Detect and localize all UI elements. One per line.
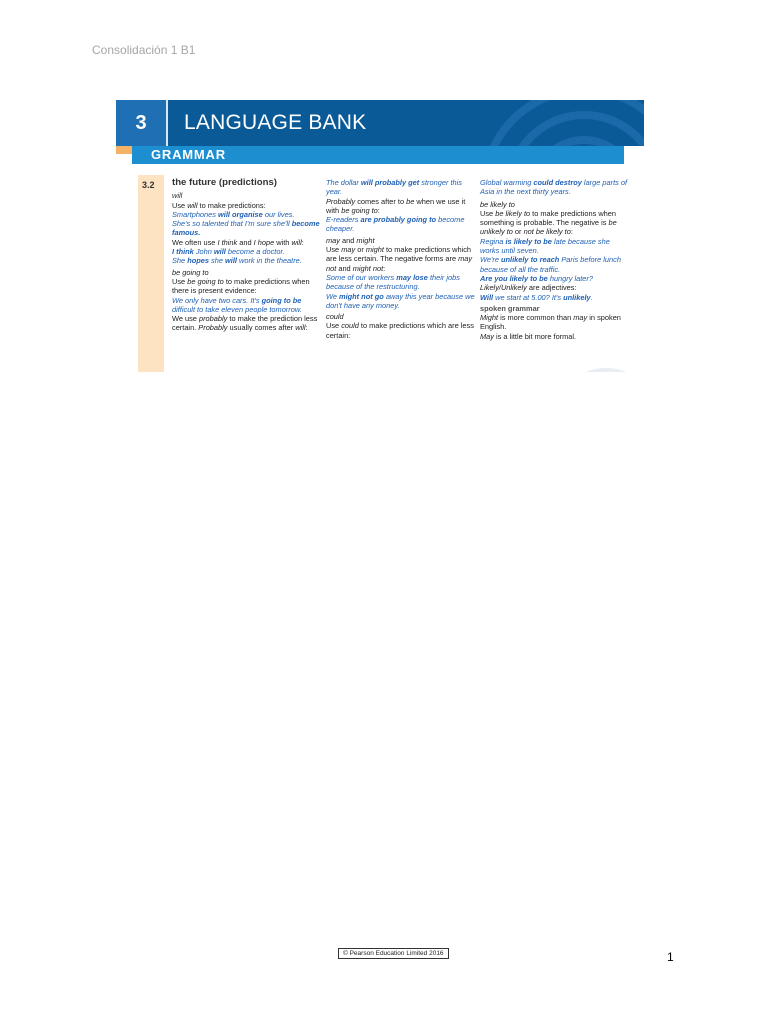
column-1 <box>172 178 322 333</box>
adjectives-rule: Likely/Unlikely are adjectives: <box>480 283 577 293</box>
page-number: 1 <box>667 950 674 964</box>
example: She hopes she will work in the theatre. <box>172 256 302 266</box>
column-3 <box>480 178 630 341</box>
probably-rule: We use probably to make the prediction less certain. Probably usually comes after will: <box>172 314 318 333</box>
spoken-rule-2: May is a little bit more formal. <box>480 331 577 341</box>
subheading-be-going-to: be going to <box>172 267 209 277</box>
spoken-rule-1: Might is more common than may in spoken English. <box>480 313 621 332</box>
think-rule: We often use I think and I hope with will: <box>172 237 304 247</box>
banner-title: LANGUAGE BANK <box>184 111 367 134</box>
subheading-be-likely-to: be likely to <box>480 199 515 209</box>
unit-number: 3 <box>116 100 166 146</box>
column-2 <box>326 178 476 340</box>
may-might-rule: Use may or might to make predictions which are less certain. The negative forms are may not and might not: <box>326 245 473 273</box>
grammar-label: GRAMMAR <box>151 147 226 162</box>
grammar-orange-tab <box>116 146 132 154</box>
probably-position-rule: Probably comes after to be when we use it with be going to: <box>326 196 466 215</box>
section-side-strip <box>138 175 164 372</box>
copyright-notice: © Pearson Education Limited 2016 <box>338 948 449 959</box>
example: Will we start at 5.00? It's unlikely. <box>480 292 593 302</box>
example: We're unlikely to reach Paris before lunch because of all the traffic. <box>480 255 621 274</box>
decorative-arc <box>576 368 636 372</box>
subheading-may-might: may and might <box>326 235 375 245</box>
going-rule: Use be going to to make predictions when there is present evidence: <box>172 276 310 296</box>
section-title: the future (predictions) <box>172 177 277 188</box>
subheading-will: will <box>172 191 183 201</box>
example: Are you likely to be hungry later? <box>480 273 593 283</box>
example: We might not go away this year because we don't have any money. <box>326 291 475 310</box>
subheading-could: could <box>326 312 344 322</box>
language-bank-image <box>116 100 644 372</box>
example: Smartphones will organise our lives. <box>172 209 295 219</box>
will-rule: Use will to make predictions: <box>172 200 266 210</box>
language-bank-banner <box>116 100 644 146</box>
likely-rule: Use be likely to to make predictions when something is probable. The negative is be unlikely to or not be likely to: <box>480 208 617 237</box>
circles-decoration-icon <box>384 100 644 146</box>
page-header: Consolidación 1 B1 <box>92 43 196 57</box>
could-rule: Use could to make predictions which are less certain: <box>326 321 474 340</box>
example: Some of our workers may lose their jobs because of the restructuring. <box>326 272 460 292</box>
banner-divider <box>166 100 168 146</box>
example: E-readers are probably going to become cheaper. <box>326 215 465 234</box>
example: The dollar will probably get stronger this year. <box>326 178 462 197</box>
example: She's so talented that I'm sure she'll become famous. <box>172 219 320 238</box>
example: I think John will become a doctor. <box>172 247 285 257</box>
example: Regina is likely to be late because she works until seven. <box>480 236 610 256</box>
subheading-spoken-grammar: spoken grammar <box>480 303 540 313</box>
example: Global warming could destroy large parts of Asia in the next thirty years. <box>480 178 628 197</box>
example: We only have two cars. It's going to be difficult to take eleven people tomorrow. <box>172 295 302 314</box>
section-number: 3.2 <box>142 180 155 190</box>
